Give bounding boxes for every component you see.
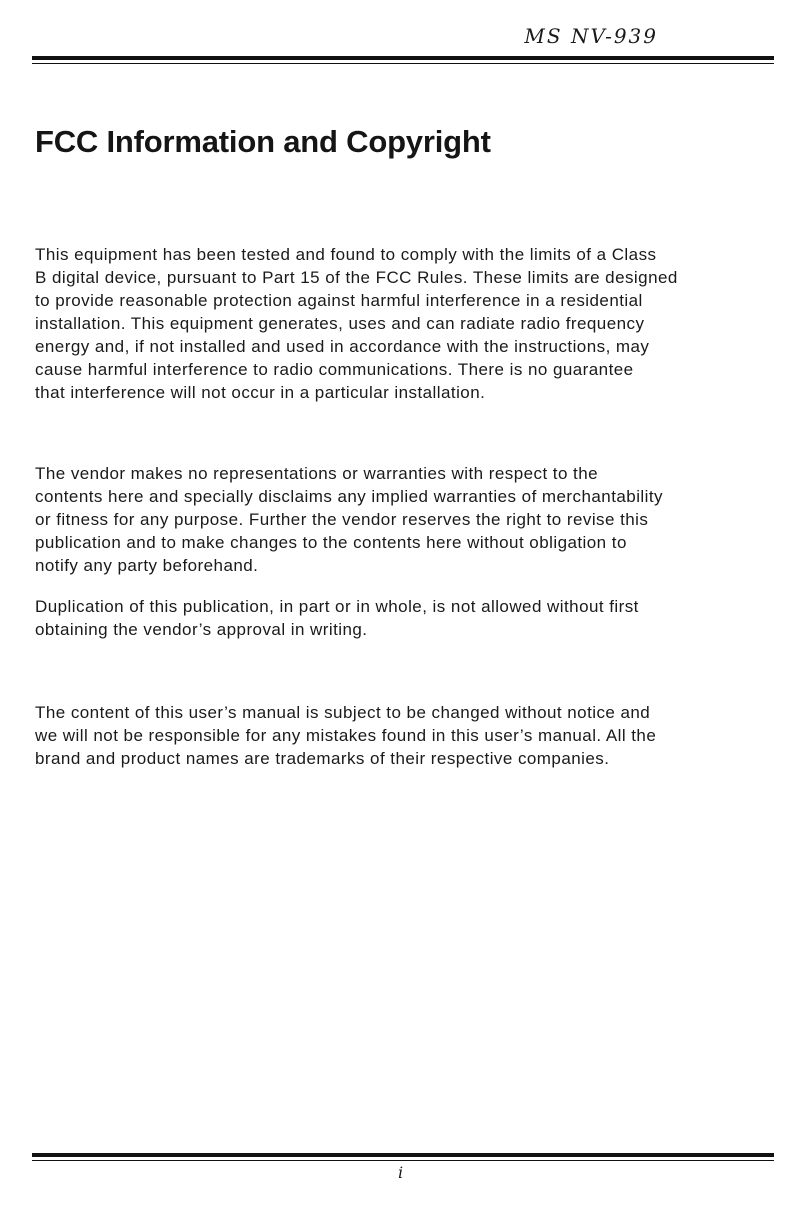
paragraph-line: to provide reasonable protection against harmful interference in a residential (35, 291, 643, 310)
paragraph-line: B digital device, pursuant to Part 15 of the FCC Rules. These limits are designed (35, 268, 678, 287)
page-title: FCC Information and Copyright (35, 124, 491, 159)
trademark-notice-paragraph (35, 701, 780, 770)
paragraph-line: notify any party beforehand. (35, 556, 259, 575)
paragraph-line: contents here and specially disclaims any implied warranties of merchantability (35, 487, 663, 506)
footer-rule-thin (32, 1160, 774, 1161)
paragraph-line: obtaining the vendor’s approval in writing. (35, 620, 368, 639)
paragraph-line: Duplication of this publication, in part or in whole, is not allowed without first (35, 597, 639, 616)
duplication-notice-paragraph (35, 595, 780, 641)
manual-model-code: MS NV-939 (524, 24, 658, 48)
paragraph-line: we will not be responsible for any mistakes found in this user’s manual. All the (35, 726, 657, 745)
paragraph-line: This equipment has been tested and found to comply with the limits of a Class (35, 245, 657, 264)
paragraph-line: cause harmful interference to radio communications. There is no guarantee (35, 360, 634, 379)
page-number: i (398, 1163, 404, 1182)
warranty-disclaimer-paragraph (35, 462, 780, 577)
footer-rule-thick (32, 1153, 774, 1157)
paragraph-line: The content of this user’s manual is subject to be changed without notice and (35, 703, 651, 722)
paragraph-line: publication and to make changes to the contents here without obligation to (35, 533, 627, 552)
paragraph-line: brand and product names are trademarks of their respective companies. (35, 749, 610, 768)
header-rule-thick (32, 56, 774, 60)
paragraph-line: installation. This equipment generates, uses and can radiate radio frequency (35, 314, 645, 333)
paragraph-line: The vendor makes no representations or warranties with respect to the (35, 464, 599, 483)
paragraph-line: that interference will not occur in a particular installation. (35, 383, 486, 402)
paragraph-line: or fitness for any purpose. Further the vendor reserves the right to revise this (35, 510, 649, 529)
header-rule-thin (32, 63, 774, 64)
paragraph-line: energy and, if not installed and used in accordance with the instructions, may (35, 337, 650, 356)
fcc-compliance-paragraph (35, 243, 780, 404)
